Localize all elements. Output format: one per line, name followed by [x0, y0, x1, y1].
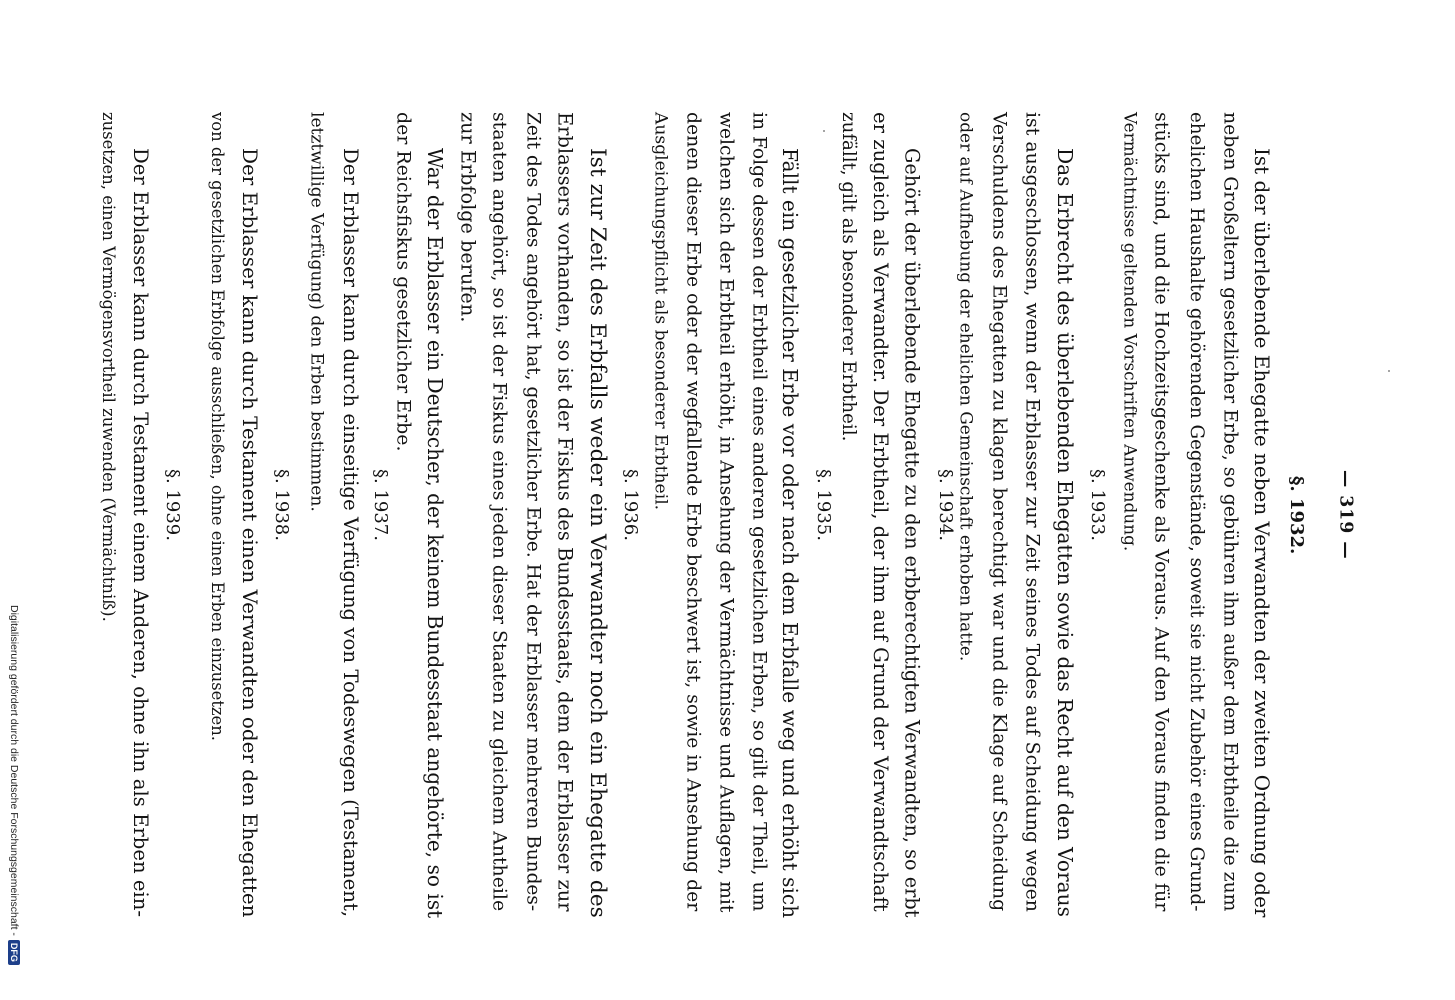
- paragraph-line: Gehört der überlebende Ehegatte zu den erbberechtigten Verwandten, so erbt: [900, 148, 924, 918]
- paragraph-line: von der gesetzlichen Erbfolge ausschließen, ohne einen Erben einzusetzen.: [208, 112, 227, 742]
- paragraph-line: zusetzen, einen Vermögensvortheil zuwenden (Vermächtniß).: [99, 112, 118, 622]
- paragraph-line: Zeit des Todes angehört hat, gesetzlicher Erbe. Hat der Erblasser mehreren Bundes-: [522, 112, 544, 912]
- paragraph-line: staaten angehört, so ist der Fiskus eines jeden dieser Staaten zu gleichem Antheile: [488, 112, 511, 912]
- paragraph-line: oder auf Aufhebung der ehelichen Gemeinschaft erhoben hatte.: [956, 112, 977, 662]
- scan-speck: [1388, 370, 1390, 372]
- paragraph-line: ist ausgeschlossen, wenn der Erblasser zur Zeit seines Todes auf Scheidung wegen: [1021, 112, 1044, 912]
- section-heading-1933: §. 1933.: [1087, 469, 1108, 541]
- paragraph-line: welchen sich der Erbtheil erhöht, in Ansehung der Vermächtnisse und Auflagen, mit: [715, 112, 737, 913]
- paragraph-line: zur Erbfolge berufen.: [456, 112, 480, 323]
- paragraph-line: Ausgleichungspflicht als besonderer Erbtheil.: [650, 112, 671, 511]
- scan-speck: [823, 130, 825, 132]
- page-number: — 319 —: [1335, 470, 1356, 560]
- paragraph-line: War der Erblasser ein Deutscher, der keinem Bundesstaat angehörte, so ist: [423, 148, 447, 919]
- paragraph-line: denen dieser Erbe oder der wegfallende Erbe beschwert ist, sowie in Ansehung der: [682, 112, 704, 912]
- digitization-credit-text: Digitalisierung gefördert durch die Deutsche Forschungsgemeinschaft -: [8, 605, 20, 936]
- paragraph-line: Der Erblasser kann durch Testament einen Verwandten oder den Ehegatten: [238, 148, 261, 918]
- paragraph-line: zufällt, gilt als besonderer Erbtheil.: [838, 112, 859, 442]
- paragraph-line: Fällt ein gesetzlicher Erbe vor oder nach dem Erbfalle weg und erhöht sich: [778, 148, 802, 919]
- paragraph-line: er zugleich als Verwandter. Der Erbtheil, der ihm auf Grund der Verwandtschaft: [869, 112, 892, 912]
- paragraph-line: Ist der überlebende Ehegatte neben Verwandten der zweiten Ordnung oder: [1250, 148, 1274, 918]
- paragraph-line: Vermächtnisse geltenden Vorschriften Anwendung.: [1120, 112, 1141, 552]
- paragraph-line: Ist zur Zeit des Erbfalls weder ein Verwandter noch ein Ehegatte des: [585, 148, 610, 918]
- paragraph-line: der Reichsfiskus gesetzlicher Erbe.: [392, 112, 415, 452]
- paragraph-line: in Folge dessen der Erbtheil eines anderen gesetzlichen Erben, so gilt der Theil, um: [748, 112, 770, 912]
- paragraph-line: Der Erblasser kann durch einseitige Verfügung von Todeswegen (Testament,: [339, 148, 362, 918]
- paragraph-line: Erblassers vorhanden, so ist der Fiskus des Bundesstaats, dem der Erblasser zur: [553, 112, 577, 912]
- paragraph-line: Das Erbrecht des überlebenden Ehegatten sowie das Recht auf den Voraus: [1053, 148, 1077, 917]
- paragraph-line: ehelichen Haushalte gehörenden Gegenstände, soweit sie nicht Zubehör eines Grund-: [1186, 112, 1207, 912]
- section-heading-1939: §. 1939.: [162, 469, 183, 541]
- section-heading-1932: §. 1932.: [1286, 476, 1307, 555]
- section-heading-1934: §. 1934.: [935, 469, 956, 541]
- digitization-credit: [8, 605, 20, 965]
- paragraph-line: letztwillige Verfügung) den Erben bestimmen.: [306, 112, 327, 512]
- section-heading-1936: §. 1936.: [620, 469, 641, 541]
- paragraph-line: Verschuldens des Ehegatten zu klagen berechtigt war und die Klage auf Scheidung: [988, 112, 1011, 912]
- section-heading-1935: §. 1935.: [813, 469, 834, 541]
- dfg-logo-icon: DFG: [8, 940, 20, 965]
- paragraph-line: stücks sind, und die Hochzeitsgeschenke als Voraus. Auf den Voraus finden die für: [1150, 112, 1174, 912]
- paragraph-line: neben Großeltern gesetzlicher Erbe, so gebühren ihm außer dem Erbtheile die zum: [1219, 112, 1241, 912]
- paragraph-line: Der Erblasser kann durch Testament einem Anderen, ohne ihn als Erben ein-: [129, 148, 152, 918]
- section-heading-1937: §. 1937.: [370, 469, 391, 541]
- section-heading-1938: §. 1938.: [271, 469, 292, 541]
